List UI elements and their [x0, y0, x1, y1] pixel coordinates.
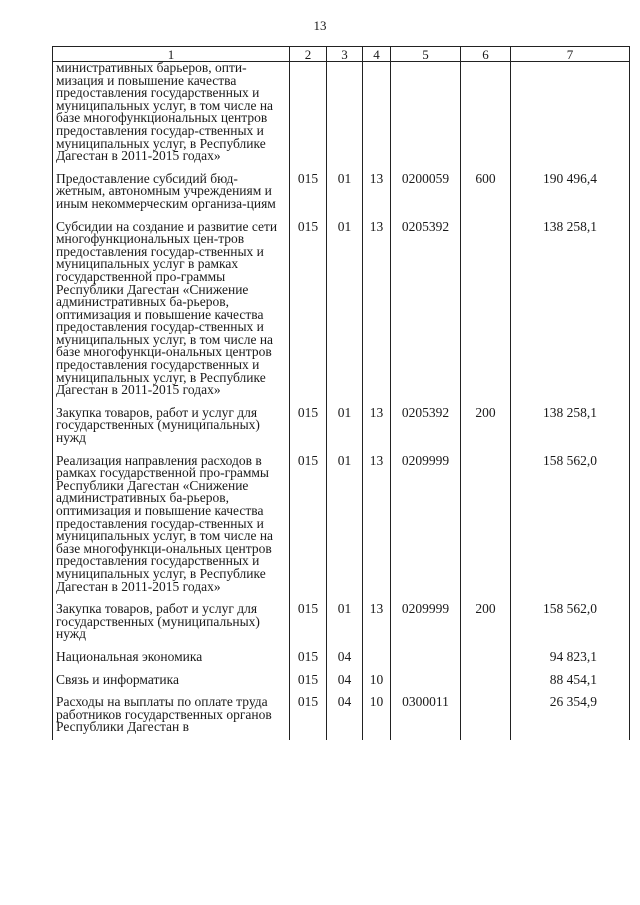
expense-name: Закупка товаров, работ и услуг для государственных (муниципальных) нужд [53, 407, 290, 445]
expense-type-code: 600 [461, 173, 511, 211]
subsection-code: 13 [363, 407, 391, 445]
budget-table [52, 46, 630, 740]
expense-name: Национальная экономика [53, 651, 290, 664]
section-code: 01 [327, 173, 363, 211]
column-header-6: 6 [461, 47, 511, 62]
section-code: 01 [327, 407, 363, 445]
subsection-code [363, 651, 391, 664]
subsection-code: 10 [363, 674, 391, 687]
target-item-code: 0300011 [391, 696, 461, 734]
amount: 88 454,1 [511, 674, 630, 687]
column-header-5: 5 [391, 47, 461, 62]
ministry-code: 015 [290, 696, 327, 734]
target-item-code: 0205392 [391, 407, 461, 445]
expense-name: Связь и информатика [53, 674, 290, 687]
column-header-7: 7 [511, 47, 630, 62]
section-code: 04 [327, 651, 363, 664]
ministry-code: 015 [290, 407, 327, 445]
ministry-code: 015 [290, 651, 327, 664]
table-row [53, 674, 630, 687]
amount: 26 354,9 [511, 696, 630, 734]
section-code: 01 [327, 603, 363, 641]
expense-type-code: 200 [461, 603, 511, 641]
expense-name: Субсидии на создание и развитие сети многофункциональных цен-тров предоставления государ-ственных и муниципальных услуг в рамках государственной про-граммы Республики Дагестан «Снижение административных ба-рьеров, оптимизация и повышение качества предоставления государ-ственных и муниципальных услуг, в том числе на базе многофункци-ональных центров предоставления государственных и муниципальных услуг, в Республике Дагестан в 2011-2015 годах» [53, 221, 290, 397]
expense-type-code [461, 221, 511, 397]
subsection-code: 13 [363, 173, 391, 211]
table-row [53, 62, 630, 163]
target-item-code: 0209999 [391, 603, 461, 641]
ministry-code: 015 [290, 173, 327, 211]
table-row [53, 603, 630, 641]
subsection-code [363, 62, 391, 163]
expense-type-code [461, 696, 511, 734]
column-header-2: 2 [290, 47, 327, 62]
amount: 158 562,0 [511, 603, 630, 641]
section-code [327, 62, 363, 163]
target-item-code [391, 674, 461, 687]
target-item-code [391, 651, 461, 664]
table-row [53, 455, 630, 594]
target-item-code: 0205392 [391, 221, 461, 397]
subsection-code: 13 [363, 221, 391, 397]
target-item-code: 0209999 [391, 455, 461, 594]
column-header-1: 1 [53, 47, 290, 62]
expense-type-code [461, 651, 511, 664]
subsection-code: 10 [363, 696, 391, 734]
amount: 158 562,0 [511, 455, 630, 594]
expense-type-code [461, 455, 511, 594]
target-item-code [391, 62, 461, 163]
section-code: 04 [327, 674, 363, 687]
ministry-code [290, 62, 327, 163]
amount: 138 258,1 [511, 407, 630, 445]
ministry-code: 015 [290, 674, 327, 687]
column-header-4: 4 [363, 47, 391, 62]
expense-name: Реализация направления расходов в рамках государственной про-граммы Республики Дагестан «Снижение административных ба-рьеров, оптимизация и повышение качества предоставления государ-ственных и муниципальных услуг, в том числе на базе многофункци-ональных центров предоставления государственных и муниципальных услуг, в Республике Дагестан в 2011-2015 годах» [53, 455, 290, 594]
expense-name: Закупка товаров, работ и услуг для государственных (муниципальных) нужд [53, 603, 290, 641]
section-code: 04 [327, 696, 363, 734]
column-header-3: 3 [327, 47, 363, 62]
page-number: 13 [313, 18, 327, 33]
expense-type-code [461, 62, 511, 163]
target-item-code: 0200059 [391, 173, 461, 211]
amount: 190 496,4 [511, 173, 630, 211]
ministry-code: 015 [290, 455, 327, 594]
amount [511, 62, 630, 163]
expense-name: Предоставление субсидий бюд-жетным, автономным учреждениям и иным некоммерческим организа-циям [53, 173, 290, 211]
expense-type-code [461, 674, 511, 687]
subsection-code: 13 [363, 603, 391, 641]
section-code: 01 [327, 455, 363, 594]
expense-type-code: 200 [461, 407, 511, 445]
table-row [53, 407, 630, 445]
amount: 138 258,1 [511, 221, 630, 397]
table-row [53, 651, 630, 664]
ministry-code: 015 [290, 603, 327, 641]
section-code: 01 [327, 221, 363, 397]
expense-name: министративных барьеров, опти-мизация и повышение качества предоставления государственных и муниципальных услуг, в том числе на базе многофункциональных центров предоставления государ-ственных и муниципальных услуг, в Республике Дагестан в 2011-2015 годах» [53, 62, 290, 163]
ministry-code: 015 [290, 221, 327, 397]
amount: 94 823,1 [511, 651, 630, 664]
subsection-code: 13 [363, 455, 391, 594]
table-row [53, 696, 630, 734]
expense-name: Расходы на выплаты по оплате труда работников государственных органов Республики Дагестан в [53, 696, 290, 734]
table-row [53, 221, 630, 397]
row-gap [53, 734, 630, 740]
table-row [53, 173, 630, 211]
